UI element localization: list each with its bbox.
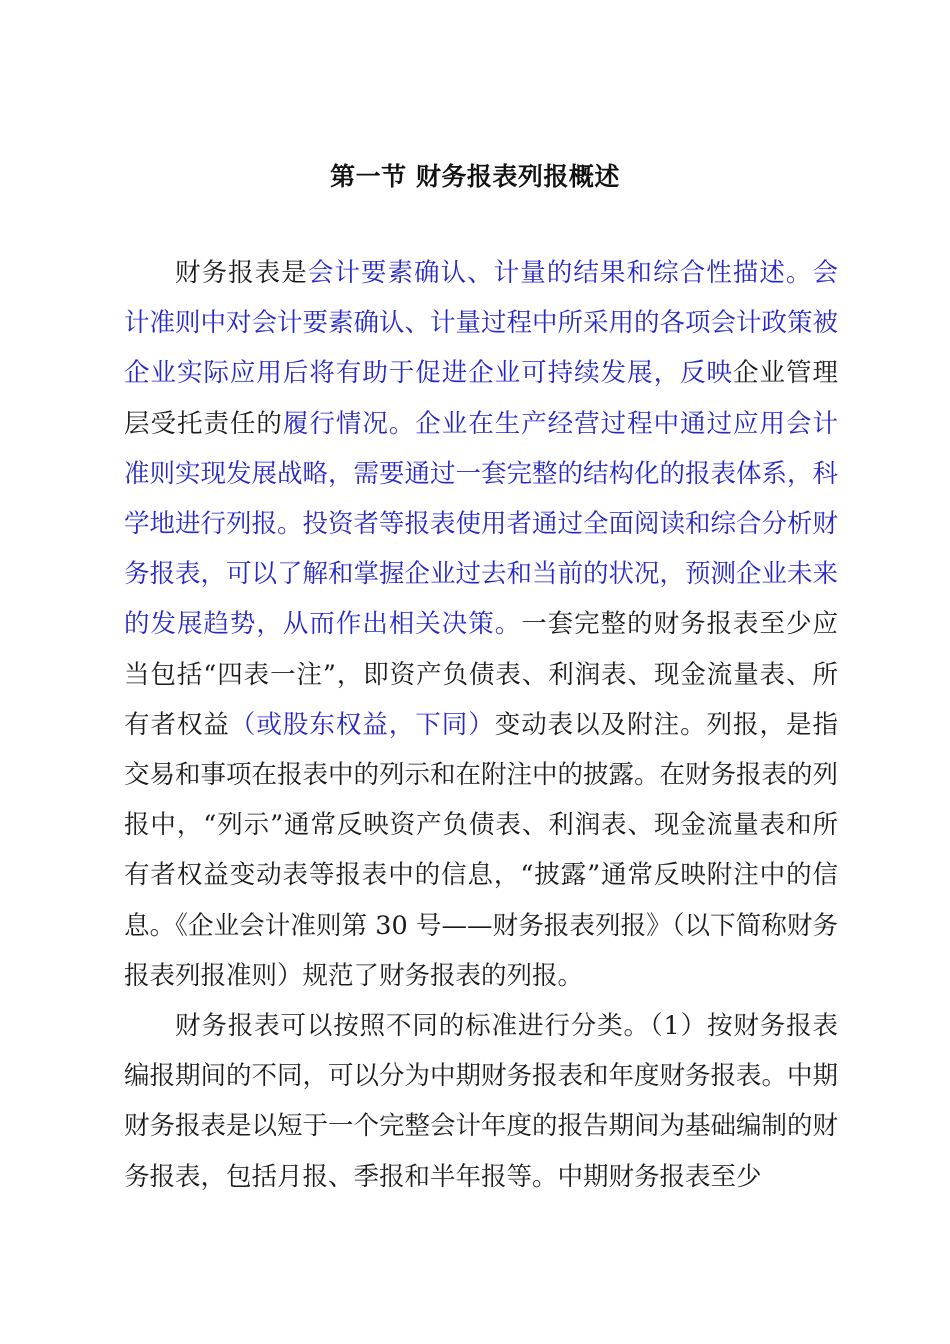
highlighted-text-segment: 履行情况。企业在生产经营过程中通过应用会计准则实现发展战略，需要通过一套完整的结构化的报表体系，科学地进行列报。投资者等报表使用者通过全面阅读和综合分析财务报表，可以了解和掌握企业过去和当前的状况，预测企业未来的发展趋势，从而作出相关决策。 (124, 408, 839, 640)
highlighted-text-segment: 会计要素确认、计量的结果和综合性描述。会计准则中对会计要素确认、计量过程中所采用的各项会计政策被企业实际应用后将有助于促进企业可持续发展，反映 (124, 258, 839, 389)
highlighted-text-segment: （或股东权益，下同） (229, 709, 495, 740)
paragraph-2 (124, 1001, 838, 1202)
document-body (124, 248, 838, 1202)
text-segment: 一套完整的财务报表至少应当包括“四表一注”，即资产负债表、利润表、现金流量表、所有者权益 (124, 609, 838, 740)
paragraph-1 (124, 248, 838, 1001)
text-segment: 企业管理层受托责任的 (124, 358, 838, 439)
text-segment: 财务报表是 (175, 258, 308, 288)
text-segment: 财务报表可以按照不同的标准进行分类。（1）按财务报表编报期间的不同，可以分为中期财务报表和年度财务报表。中期财务报表是以短于一个完整会计年度的报告期间为基础编制的财务报表，包括月报、季报和半年报等。中期财务报表至少 (124, 1011, 839, 1192)
section-title: 第一节 财务报表列报概述 (330, 162, 620, 191)
text-segment: 变动表以及附注。列报，是指交易和事项在报表中的列示和在附注中的披露。在财务报表的列报中，“列示”通常反映资产负债表、利润表、现金流量表和所有者权益变动表等报表中的信息，“披露”通常反映附注中的信息。《企业会计准则第 30 号——财务报表列报》（以下简称财务报表列报准则）规范了财务报表的列报。 (124, 709, 839, 991)
